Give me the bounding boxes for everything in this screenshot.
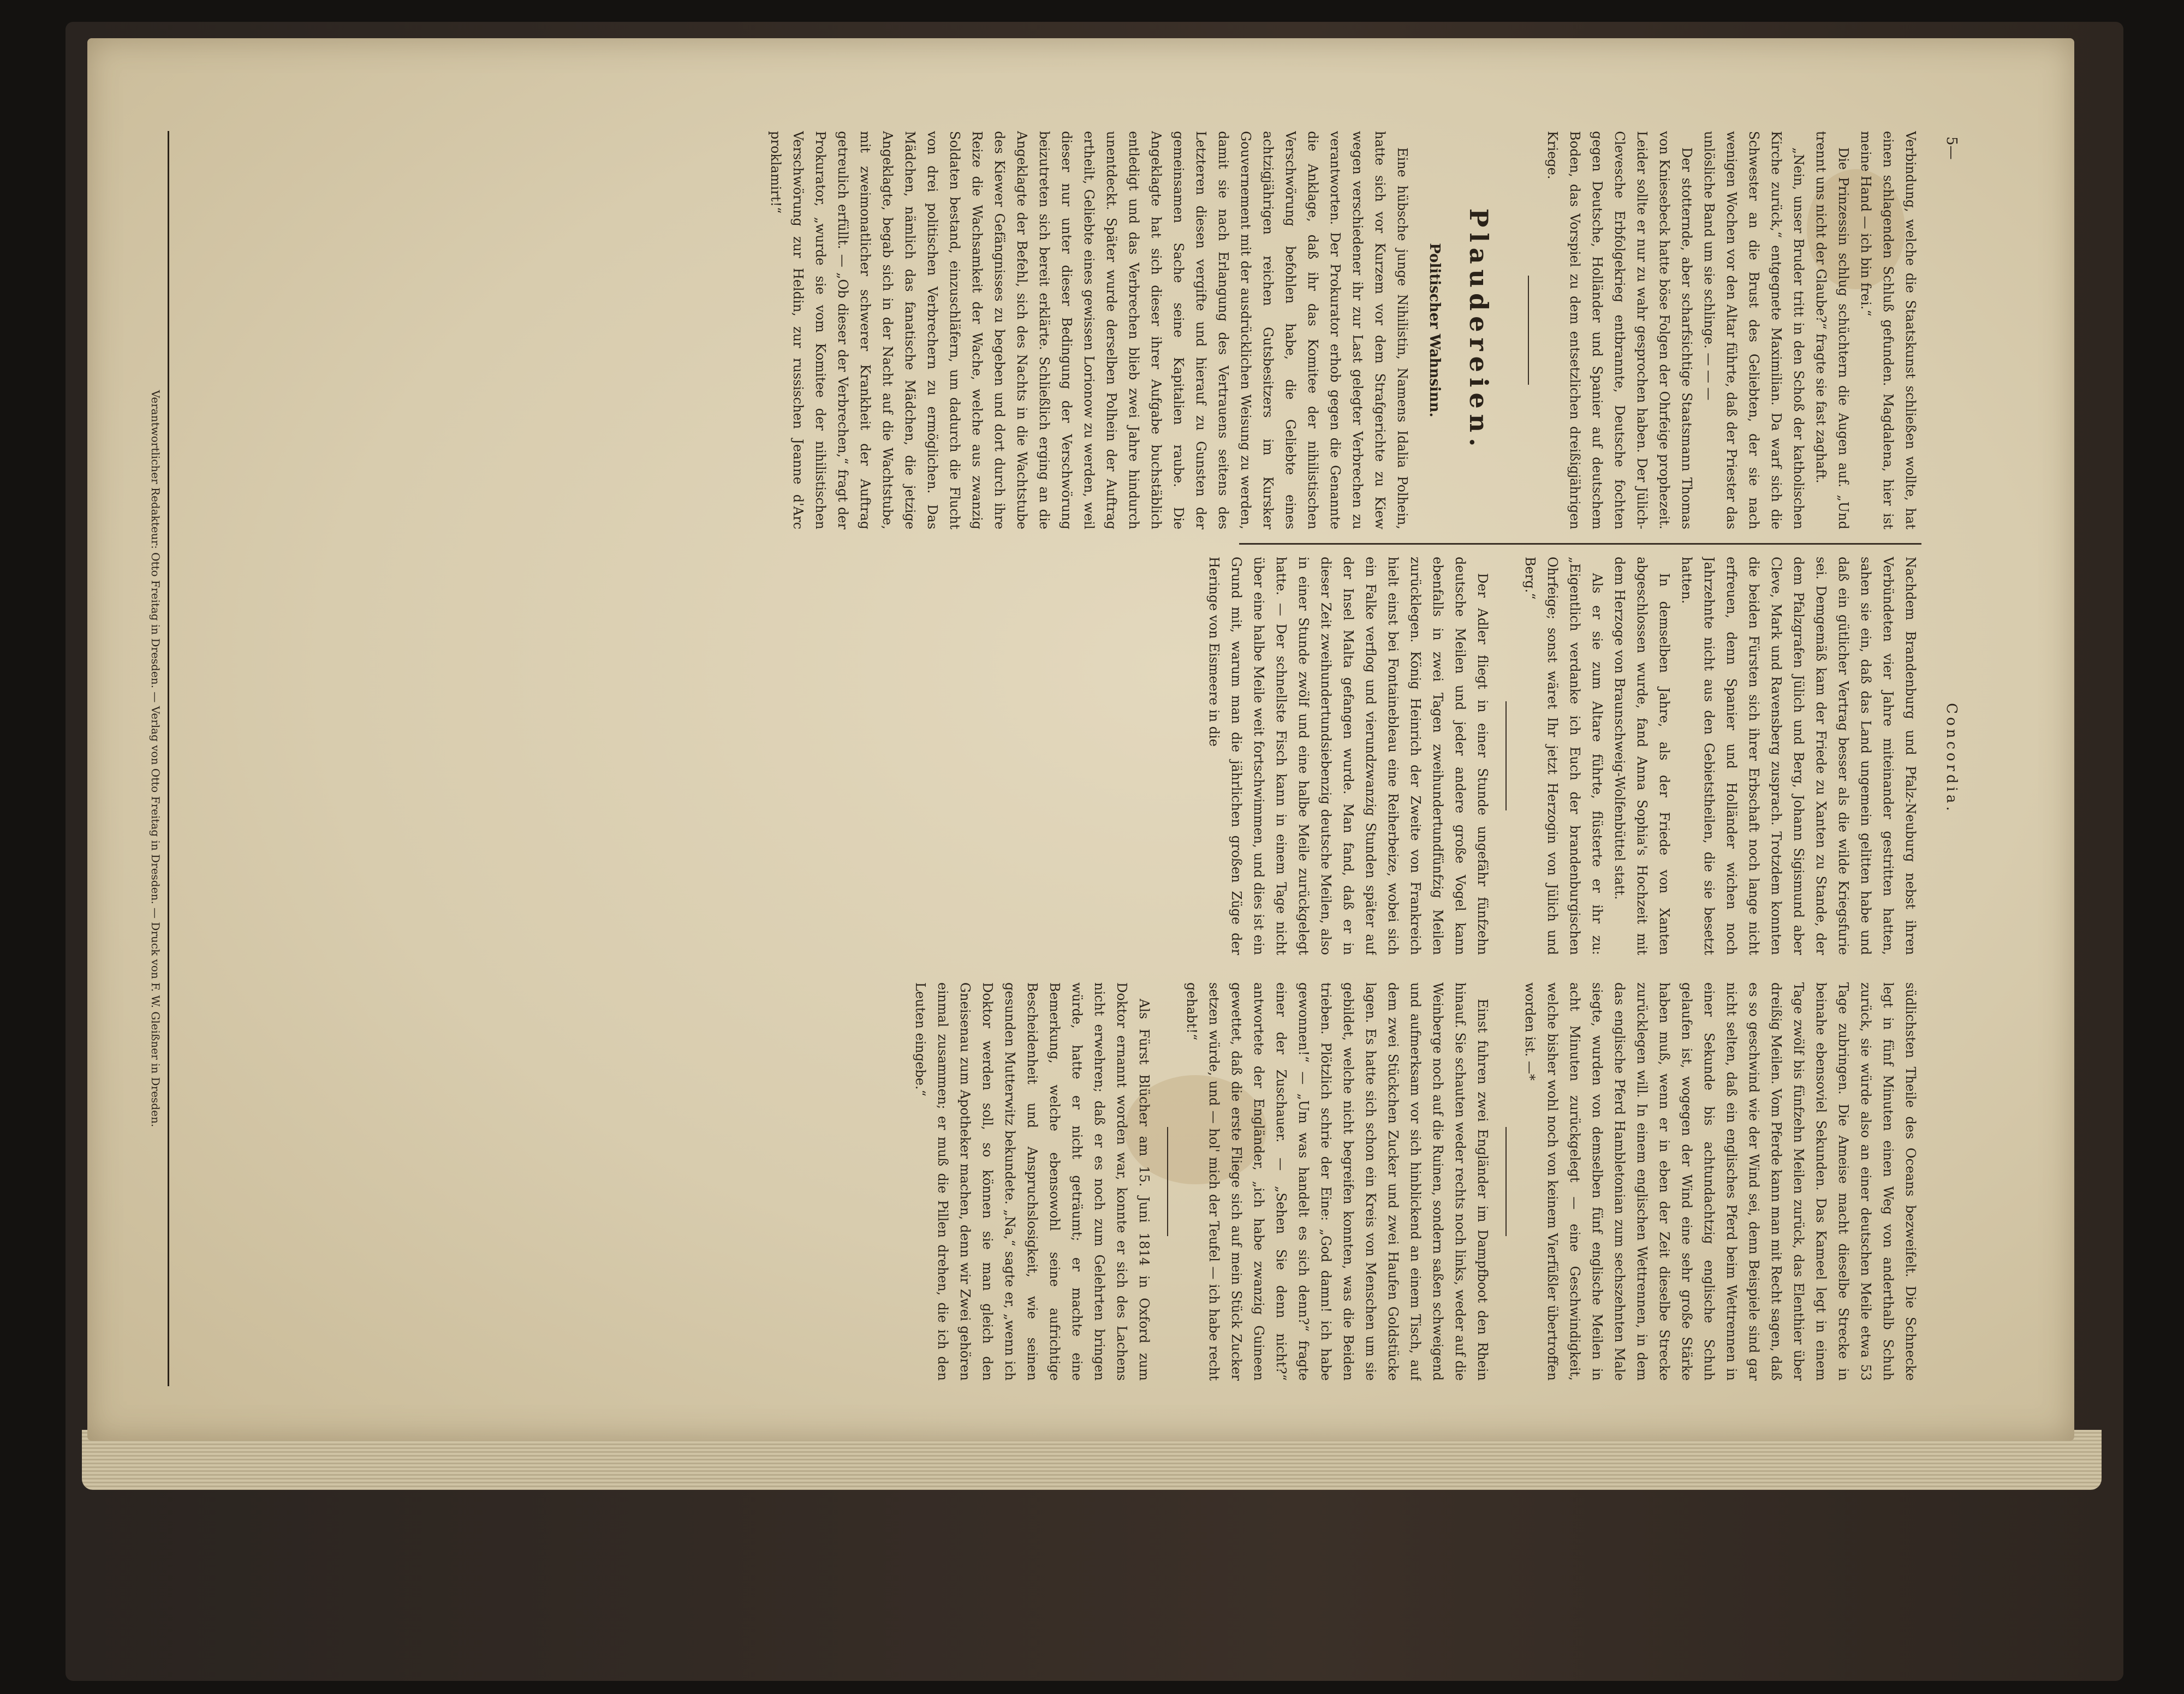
column-3 (186, 982, 1921, 1381)
paragraph: In demselben Jahre, als der Friede von Xanten abgeschlossen wurde, fand Anna Sophia's Hochzeit mit dem Herzoge von Braunschweig-Wolfenbüttel statt. (1612, 557, 1672, 955)
divider (1167, 1127, 1168, 1236)
divider (1505, 701, 1507, 810)
divider (1505, 1127, 1507, 1236)
paragraph: Verbindung, welche die Staatskunst schließen wollte, hat einen schlagenden Schluß gefunden. Magdalena, hier ist meine Hand — ich bin frei.“ (1858, 131, 1918, 529)
paragraph: „Nein, unser Bruder tritt in den Schoß der katholischen Kirche zurück,“ entgegnete Maximilian. Da warf sich die Schwester an die Brust des Geliebten, der sie nach wenigen Wochen vor den Altar führte, daß der Priester das unlösliche Band um sie schlinge. — — — (1701, 131, 1806, 529)
paragraph: Als Fürst Blücher am 15. Juni 1814 in Oxford zum Doktor ernannt worden war, konnte er sich des Lachens nicht erwehren; daß er es noch zum Gelehrten bringen würde, hatte er nicht geträumt; er machte eine Bemerkung, welche ebensowohl seine aufrichtige Bescheidenheit und Anspruchslosigkeit, wie seinen gesunden Mutterwitz bekundete. „Na,“ sagte er, „wenn ich Doktor werden soll, so können sie man gleich den Gneisenau zum Apotheker machen, denn wir Zwei gehören einmal zusammen; er muß die Pillen drehen, die ich den Leuten eingebe.“ (913, 982, 1152, 1381)
column-2 (186, 557, 1921, 955)
page-number: 5— (1943, 136, 1960, 160)
paragraph: südlichsten Theile des Oceans bezweifelt. Die Schnecke legt in fünf Minuten einen Weg von anderthalb Schuh zurück, sie würde also an einer deutschen Meile etwa 53 Tage zubringen. Die Ameise macht dieselbe Strecke in beinahe ebensoviel Sekunden. Das Kameel legt in einem Tage zwölf bis fünfzehn Meilen zurück, das Elenthier über dreißig Meilen. Vom Pferde kann man mit Recht sagen, daß es so geschwind wie der Wind sei, denn Beispiele sind gar nicht selten, daß ein englisches Pferd beim Wettrennen in einer Sekunde bis achtundachtzig englische Schuh gelaufen ist, wogegen der Wind eine sehr große Stärke haben muß, wenn er in eben der Zeit dieselbe Strecke zurücklegen will. In einem englischen Wettrennen, in dem das englische Pferd Hambletonian zum sechszehnten Male siegte, wurden von demselben fünf englische Meilen in acht Minuten zurückgelegt — eine Geschwindigkeit, welche bisher wohl noch von keinem Vierfüßler übertroffen worden ist. —* (1522, 982, 1918, 1381)
paragraph: Einst fuhren zwei Engländer im Dampfboot den Rhein hinauf. Sie schauten weder rechts noch links, weder auf die Weinberge noch auf die Ruinen, sondern saßen schweigend und aufmerksam vor sich hinblickend an einem Tisch, auf dem zwei Stückchen Zucker und zwei Haufen Goldstücke lagen. Es hatte sich schon ein Kreis von Menschen um sie gebildet, welche nicht begreifen konnten, was die Beiden trieben. Plötzlich schrie der Eine: „God damn! ich habe gewonnen!“ — „Um was handelt es sich denn?“ fragte einer der Zuschauer. — „Sehen Sie denn nicht?“ antwortete der Engländer, „ich habe zwanzig Guineen gewettet, daß die erste Fliege sich auf mein Stück Zucker setzen würde, und — hol' mich der Teufel — ich habe recht gehabt!“ (1184, 982, 1490, 1381)
page-header (1938, 131, 1960, 1386)
divider (1528, 276, 1529, 385)
paragraph: Eine hübsche junge Nihilistin, Namens Idalia Polhein, hatte sich vor Kurzem vor dem Strafgerichte zu Kiew wegen verschiedener ihr zur Last gelegter Verbrechen zu verantworten. Der Prokurator erhob gegen die Genannte die Anklage, daß ihr das Komitee der nihilistischen Verschwörung befohlen habe, die Geliebte eines achtzigjährigen reichen Gutsbesitzers im Kursker Gouvernement mit der ausdrücklichen Weisung zu werden, damit sie nach Erlangung des Vertrauens seitens des Letzteren diesen vergifte und hierauf zu Gunsten der gemeinsamen Sache seine Kapitalien raube. Die Angeklagte hat sich dieser ihrer Aufgabe buchstäblich entledigt und das Verbrechen blieb zwei Jahre hindurch unentdeckt. Später wurde derselben Polhein der Auftrag ertheilt, Geliebte eines gewissen Lorionow zu werden, weil dieser nur unter dieser Bedingung der Verschwörung beizutreten sich bereit erklärte. Schließlich erging an die Angeklagte der Befehl, sich des Nachts in die Wachtstube des Kiewer Gefängnisses zu begeben und dort durch ihre Reize die Wachsamkeit der Wache, welche aus zwanzig Soldaten bestand, einzuschläfern, um dadurch die Flucht von drei politischen Verbrechern zu ermöglichen. Das Mädchen, nämlich das fanatische Mädchen, die jetzige Angeklagte, begab sich in der Nacht auf die Wachtstube, mit zweimonatlicher schwerer Krankheit der Auftrag getreulich erfüllt. — „Ob dieser der Verbrechen,“ fragt der Prokurator, „wurde sie vom Komitee der nihilistischen Verschwörung zur Heldin, zur russischen Jeanne d'Arc proklamirt!“ (768, 131, 1410, 529)
paragraph: Der stotternde, aber scharfsichtige Staatsmann Thomas von Kniesebeck hatte böse Folgen der Ohrfeige prophezeit. Leider sollte er nur zu wahr gesprochen haben. Der Jülich-Clevesche Erbfolgekrieg entbrannte, Deutsche fochten gegen Deutsche, Holländer und Spanier auf deutschem Boden, das Vorspiel zu dem entsetzlichen dreißigjährigen Kriege. (1545, 131, 1694, 529)
column-rule (1239, 543, 1921, 545)
column-1 (186, 131, 1921, 529)
printed-text-block (93, 131, 1960, 1386)
section-title: Plaudereien. (1464, 208, 1493, 452)
periodical-title: Concordia. (1943, 703, 1960, 814)
paragraph: Nachdem Brandenburg und Pfalz-Neuburg nebst ihren Verbündeten vier Jahre miteinander gestritten hatten, sahen sie ein, daß das Land ungemein gelitten habe und daß ein gütlicher Vertrag besser als die wilde Kriegsfurie sei. Demgemäß kam der Friede zu Xanten zu Stande, der dem Pfalzgrafen Jülich und Berg, Johann Sigismund aber Cleve, Mark und Ravensberg zusprach. Trotzdem konnten die beiden Fürsten sich ihrer Erbschaft noch lange nicht erfreuen, denn Spanier und Holländer wichen noch Jahrzehnte nicht aus den Gebietstheilen, die sie besetzt hatten. (1679, 557, 1918, 955)
paragraph: Als er sie zum Altare führte, flüsterte er ihr zu: „Eigentlich verdanke ich Euch der brandenburgischen Ohrfeige; sonst wäret Ihr jetzt Herzogin von Jülich und Berg.“ (1522, 557, 1605, 955)
article-title: Politischer Wahnsinn. (1426, 243, 1443, 417)
paragraph: Der Adler fliegt in einer Stunde ungefähr fünfzehn deutsche Meilen und jeder andere große Vogel kann ebenfalls in zwei Tagen zweihundertundfünfzig Meilen zurücklegen. König Heinrich der Zweite von Frankreich hielt einst bei Fontainebleau eine Reiherbeize, wobei sich ein Falke verflog und vierundzwanzig Stunden später auf der Insel Malta gefangen wurde. Man fand, daß er in dieser Zeit zweihundertundsiebenzig deutsche Meilen, also in einer Stunde zwölf und eine halbe Meile zurückgelegt hatte. — Der schnellste Fisch kann in einem Tage nicht über eine halbe Meile weit fortschwimmen, und dies ist ein Grund mit, warum man die jährlichen großen Züge der Heringe von Eismeere in die (1206, 557, 1490, 955)
paragraph: Die Prinzessin schlug schüchtern die Augen auf. „Und trennt uns nicht der Glaube?“ fragte sie fast zaghaft. (1813, 131, 1851, 529)
imprint-footer: Verantwortlicher Redakteur: Otto Freitag in Dresden. — Verlag von Otto Freitag in Dresden. — Druck von F. W. Gleißner in Dresden. (149, 131, 169, 1386)
